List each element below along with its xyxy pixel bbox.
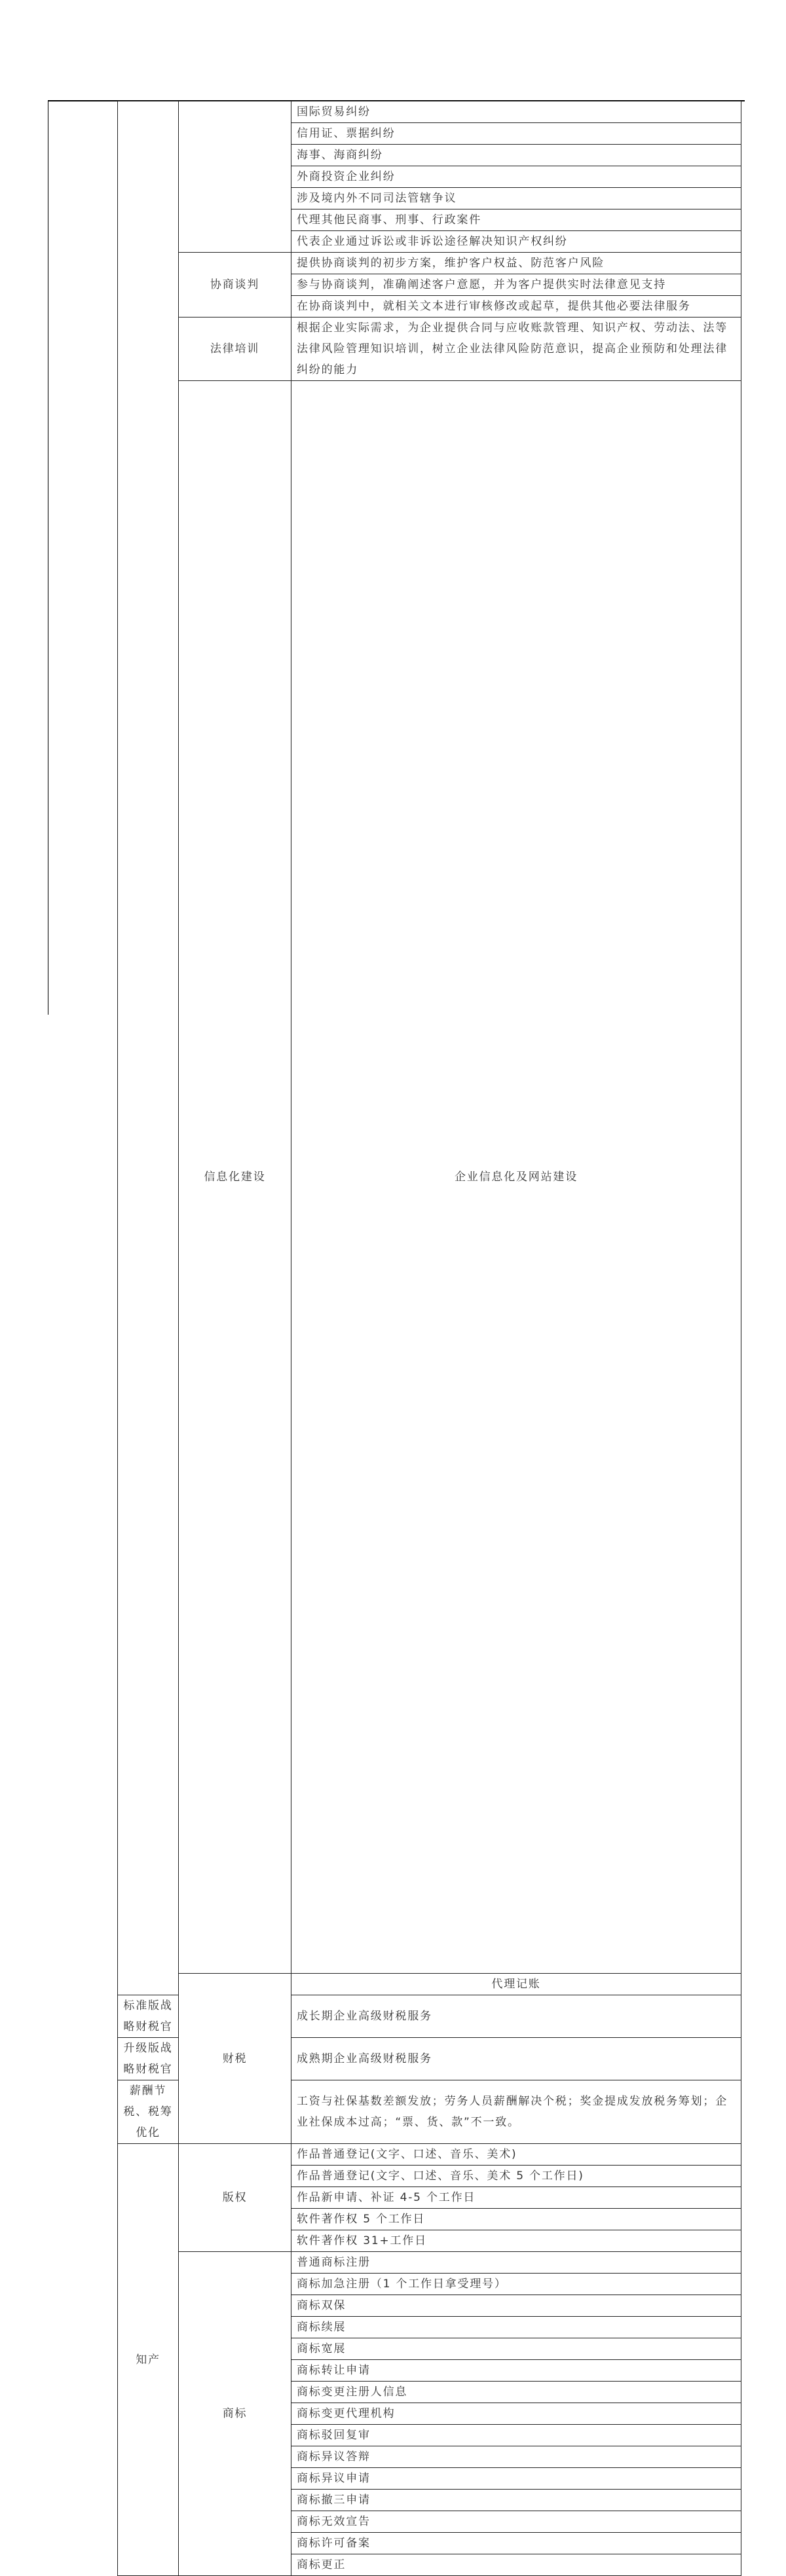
service-item: 参与协商谈判，准确阐述客户意愿，并为客户提供实时法律意见支持 [291, 274, 741, 296]
subcategory-copyright: 版权 [179, 2144, 291, 2252]
table-row [118, 317, 741, 381]
services-table [117, 101, 741, 2576]
service-item: 代表企业通过诉讼或非诉讼途径解决知识产权纠纷 [291, 231, 741, 253]
service-item: 商标双保 [291, 2295, 741, 2317]
service-item: 商标变更注册人信息 [291, 2382, 741, 2403]
service-item: 商标异议答辩 [291, 2446, 741, 2468]
table-row [118, 101, 741, 123]
category-informatization: 信息化建设 [179, 381, 291, 1974]
subcategory-negotiation: 协商谈判 [179, 253, 291, 317]
service-item: 商标更正 [291, 2554, 741, 2576]
service-item: 商标转让申请 [291, 2360, 741, 2382]
service-item: 作品普通登记(文字、口述、音乐、美术) [291, 2144, 741, 2166]
service-item: 商标变更代理机构 [291, 2403, 741, 2425]
table-row [118, 1974, 741, 1995]
service-description: 成熟期企业高级财税服务 [291, 2038, 741, 2080]
service-item: 代理其他民商事、刑事、行政案件 [291, 209, 741, 231]
service-item: 涉及境内外不同司法管辖争议 [291, 188, 741, 209]
service-item: 在协商谈判中，就相关文本进行审核修改或起草，提供其他必要法律服务 [291, 296, 741, 317]
service-item: 商标加急注册（1 个工作日拿受理号） [291, 2274, 741, 2295]
service-item: 软件著作权 5 个工作日 [291, 2209, 741, 2230]
table-row [118, 2144, 741, 2166]
subcategory-cell-litigation [179, 101, 291, 253]
service-description: 根据企业实际需求，为企业提供合同与应收账款管理、知识产权、劳动法、法等法律风险管理知识培训，树立企业法律风险防范意识，提高企业预防和处理法律纠纷的能力 [291, 317, 741, 381]
subcategory-website-building: 企业信息化及网站建设 [291, 381, 741, 1974]
service-item: 商标宽展 [291, 2338, 741, 2360]
service-item: 商标无效宣告 [291, 2511, 741, 2533]
subcategory-trademark: 商标 [179, 2252, 291, 2576]
service-description: 工资与社保基数差额发放；劳务人员薪酬解决个税；奖金提成发放税务筹划；企业社保成本过高；“票、货、款”不一致。 [291, 2080, 741, 2144]
subcategory-bookkeeping: 代理记账 [291, 1974, 741, 1995]
service-item: 商标许可备案 [291, 2533, 741, 2554]
service-item: 作品普通登记(文字、口述、音乐、美术 5 个工作日) [291, 2166, 741, 2187]
service-item: 国际贸易纠纷 [291, 101, 741, 123]
service-item: 软件著作权 31+工作日 [291, 2230, 741, 2252]
service-item: 外商投资企业纠纷 [291, 166, 741, 188]
category-ip: 知产 [118, 2144, 179, 2576]
table-row [118, 381, 741, 1974]
service-item: 商标续展 [291, 2317, 741, 2338]
category-finance-tax: 财税 [179, 1974, 291, 2144]
subcategory-salary-tax: 薪酬节税、税筹优化 [118, 2080, 179, 2144]
table-row [118, 253, 741, 274]
service-item: 提供协商谈判的初步方案，维护客户权益、防范客户风险 [291, 253, 741, 274]
service-item: 作品新申请、补证 4-5 个工作日 [291, 2187, 741, 2209]
service-item: 商标驳回复审 [291, 2425, 741, 2446]
service-description: 成长期企业高级财税服务 [291, 1995, 741, 2038]
category-cell-legal [118, 101, 179, 1995]
service-item: 信用证、票据纠纷 [291, 123, 741, 145]
subcategory-upgraded-cfo: 升级版战略财税官 [118, 2038, 179, 2080]
service-item: 商标异议申请 [291, 2468, 741, 2490]
service-item: 普通商标注册 [291, 2252, 741, 2274]
service-item: 商标撤三申请 [291, 2490, 741, 2511]
subcategory-standard-cfo: 标准版战略财税官 [118, 1995, 179, 2038]
subcategory-legal-training: 法律培训 [179, 317, 291, 381]
table-row [118, 2252, 741, 2274]
service-item: 海事、海商纠纷 [291, 145, 741, 166]
